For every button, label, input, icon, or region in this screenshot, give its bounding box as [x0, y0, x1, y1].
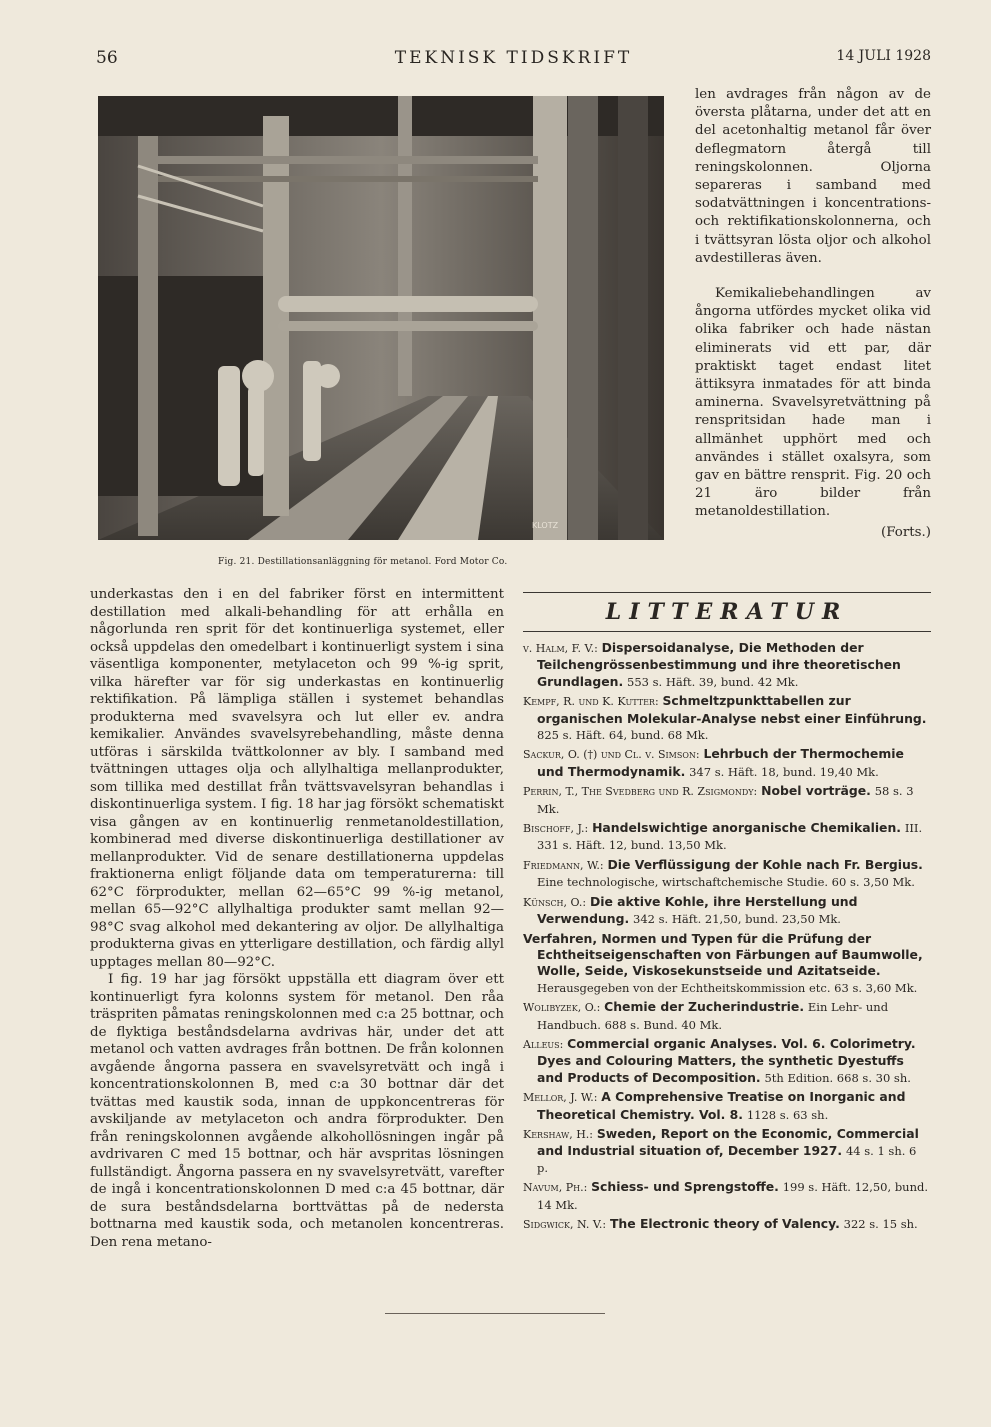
reference-title: Die Verflüssigung der Kohle nach Fr. Bergius. — [607, 856, 923, 872]
reference-author: Mellor, J. W.: — [523, 1091, 598, 1105]
reference-author: Friedmann, W.: — [523, 858, 604, 872]
reference-list — [523, 640, 931, 1233]
reference-title: Nobel vorträge. — [761, 783, 871, 799]
paragraph: I fig. 19 har jag försökt uppställa ett diagram över ett kontinuerligt fyra kolonns system för metanol. Den råa träspriten påmatas reningskolonnen med c:a 25 bottnar, och de flyktiga beståndsdelarna avdrivas här, under det att metanol och vatten avdrages från bottnen. De från kolonnen avgående ångorna passera en svavelsyretvätt och ingå i koncentrationskolonnen B, med c:a 30 bottnar där det tvättas med kaustik soda, innan de uppkoncentreras för avskiljande av metylaceton och andra förprodukter. Den från reningskolonnen avgående alkohollösningen ingår på avdrivaren C med 15 bottnar, och här avspritas lösningen fullständigt. Ångorna passera en ny svavelsyretvätt, varefter de ingå i koncentrationskolonnen D med c:a 45 bottnar, där de sura beståndsdelarna borttvättas på de nedersta bottnarna med kaustik soda, och metanolen koncentreras. Den rena metano- — [90, 972, 504, 1250]
reference-pub: Ein Lehr- und Handbuch. 688 s. Bund. 40 Mk. — [537, 1000, 889, 1032]
reference-entry — [523, 931, 931, 997]
reference-pub: 5th Edition. 668 s. 30 sh. — [764, 1070, 911, 1085]
page-number: 56 — [96, 48, 118, 68]
divider — [385, 1313, 605, 1314]
reference-entry — [523, 746, 931, 780]
reference-entry — [523, 1179, 931, 1213]
reference-title: Verfahren, Normen und Typen für die Prüfung der Echtheitseigenschaften von Färbungen auf Baumwolle, Wolle, Seide, Viskosekunstseide und Azitatseide. — [523, 930, 923, 979]
reference-pub: 44 s. 1 sh. 6 p. — [537, 1144, 917, 1175]
reference-entry — [523, 820, 931, 854]
reference-entry — [523, 1126, 931, 1176]
issue-date: 14 JULI 1928 — [836, 48, 931, 64]
reference-pub: 553 s. Häft. 39, bund. 42 Mk. — [627, 674, 799, 689]
figure-photo — [98, 96, 664, 540]
reference-title: Schmeltzpunkttabellen zur organischen Molekular-Analyse nebst einer Einführung. — [537, 693, 927, 726]
reference-pub: 1128 s. 63 sh. — [746, 1107, 829, 1122]
paragraph: underkastas den i en del fabriker först en intermittent destillation med alkali-behandling för att erhålla en någorlunda ren sprit för det kontinuerliga systemet, eller också uppdelas den omedelbart i kontinuerligt system i sina väsentliga komponenter, metylaceton och 99 %-ig sprit, vilka härefter var för sig underkastas en kontinuerlig rektifikation. På lämpliga ställen i systemet behandlas produkterna med svavelsyra och lut eller ev. andra kemikalier. Användes svavelsyrebehandling, måste denna utföras i särskilda tvättkolonner av bly. I samband med tvättningen uttages olja och allylhaltiga mellanprodukter, som tillika med destillat från tvättsvavelsyran behandlas i diskontinuerliga system. I fig. 18 har jag försökt schematiskt visa gången av en kontinuerlig renmetanoldestillation, kombinerad med diverse diskontinuerliga destillationer av mellanprodukter. Vid de senare destillationerna uppdelas fraktionerna enligt följande data om temperaturerna: till 62°C förprodukter, mellan 62—65°C 99 %-ig metanol, mellan 65—92°C allylhaltiga produkter samt mellan 92—98°C svag alkohol med dekantering av oljor. De allylhaltiga produkterna givas en ytterligare destillation, och färdig allyl upptages mellan 80—92°C. — [90, 587, 504, 970]
reference-entry — [523, 999, 931, 1033]
reference-author: Sackur, O. (†) und Cl. v. Simson: — [523, 748, 700, 762]
paragraph: len avdrages från någon av de översta plåtarna, under det att en del acetonhaltig metanol får över deflegmatorn återgå till reningskolonnen. Oljorna separeras i samband med sodatvättningen i koncentrations- och rektifikationskolonnerna, och i tvättsyran lösta oljor och alkohol avdestilleras även. — [695, 87, 931, 266]
reference-entry — [523, 693, 931, 743]
right-top-column — [695, 86, 931, 542]
reference-title: Lehrbuch der Thermochemie und Thermodynamik. — [537, 746, 904, 779]
reference-pub: III. 331 s. Häft. 12, bund. 13,50 Mk. — [537, 821, 923, 853]
reference-title: Schiess- und Sprengstoffe. — [591, 1179, 779, 1195]
divider — [523, 592, 931, 593]
reference-author: Wolibyzek, O.: — [523, 1001, 601, 1015]
distillation-plant-photo — [98, 96, 664, 540]
page-header — [96, 48, 931, 72]
reference-pub: 825 s. Häft. 64, bund. 68 Mk. — [537, 728, 709, 743]
divider — [523, 631, 931, 632]
reference-title: Chemie der Zucherindustrie. — [604, 999, 805, 1015]
reference-pub: Herausgegeben von der Echtheitskommission etc. 63 s. 3,60 Mk. — [537, 980, 918, 995]
reference-author: Kershaw, H.: — [523, 1127, 594, 1141]
reference-author: Navum, Ph.: — [523, 1181, 588, 1195]
reference-title: Handelswichtige anorganische Chemikalien. — [592, 820, 901, 836]
reference-author: Alleus: — [523, 1037, 564, 1051]
reference-pub: 347 s. Häft. 18, bund. 19,40 Mk. — [689, 764, 879, 779]
reference-author: Perrin, T., The Svedberg und R. Zsigmondy: — [523, 785, 758, 799]
reference-author: Kempf, R. und K. Kutter: — [523, 695, 659, 709]
reference-author: Bischoff, J.: — [523, 822, 589, 836]
reference-author: Künsch, O.: — [523, 895, 587, 909]
reference-author: Sidgwick, N. V.: — [523, 1218, 607, 1231]
reference-entry — [523, 857, 931, 891]
litteratur-section — [523, 592, 931, 1236]
reference-pub: 342 s. Häft. 21,50, bund. 23,50 Mk. — [633, 912, 841, 927]
litteratur-heading: LITTERATUR — [605, 599, 849, 625]
paragraph: Kemikaliebehandlingen av ångorna utfördes mycket olika vid olika fabriker och hade nästan eliminerats vid ett par, där praktiskt taget endast litet ättiksyra inmatades för att binda aminerna. Svavelsyretvättning på renspritsidan hade man i allmänhet upphört med och användes i stället oxalsyra, som gav en bättre rensprit. Fig. 20 och 21 äro bilder från metanoldestillation. — [695, 286, 931, 520]
left-column — [90, 586, 504, 1251]
reference-entry — [523, 1036, 931, 1086]
reference-author: v. Halm, F. V.: — [523, 642, 598, 655]
continued-note: (Forts.) — [881, 524, 931, 540]
figure-caption: Fig. 21. Destillationsanläggning för metanol. Ford Motor Co. — [218, 557, 508, 567]
reference-title: Dispersoidanalyse, Die Methoden der Teilchengrössenbestimmung und ihre theoretischen Grundlagen. — [537, 640, 901, 689]
reference-title: Die aktive Kohle, ihre Herstellung und Verwendung. — [537, 893, 858, 927]
photo-mark: KLOTZ — [532, 521, 559, 530]
reference-pub: 58 s. 3 Mk. — [537, 784, 914, 816]
reference-title: A Comprehensive Treatise on Inorganic and Theoretical Chemistry. Vol. 8. — [537, 1089, 906, 1122]
reference-title: Commercial organic Analyses. Vol. 6. Colorimetry. Dyes and Colouring Matters, the synthetic Dyestuffs and Products of Decomposition. — [537, 1035, 916, 1085]
reference-entry — [523, 783, 931, 817]
reference-pub: 322 s. 15 sh. — [843, 1217, 918, 1231]
journal-title: TEKNISK TIDSKRIFT — [394, 48, 633, 68]
reference-title: Sweden, Report on the Economic, Commercial and Industrial situation of, December 1927. — [537, 1125, 919, 1159]
reference-pub: 199 s. Häft. 12,50, bund. 14 Mk. — [537, 1180, 929, 1212]
reference-pub: Eine technologische, wirtschaftchemische Studie. 60 s. 3,50 Mk. — [537, 875, 915, 890]
reference-entry — [523, 894, 931, 928]
reference-title: The Electronic theory of Valency. — [609, 1216, 840, 1231]
reference-entry — [523, 1089, 931, 1123]
reference-entry — [523, 640, 931, 690]
reference-entry — [523, 1216, 931, 1233]
